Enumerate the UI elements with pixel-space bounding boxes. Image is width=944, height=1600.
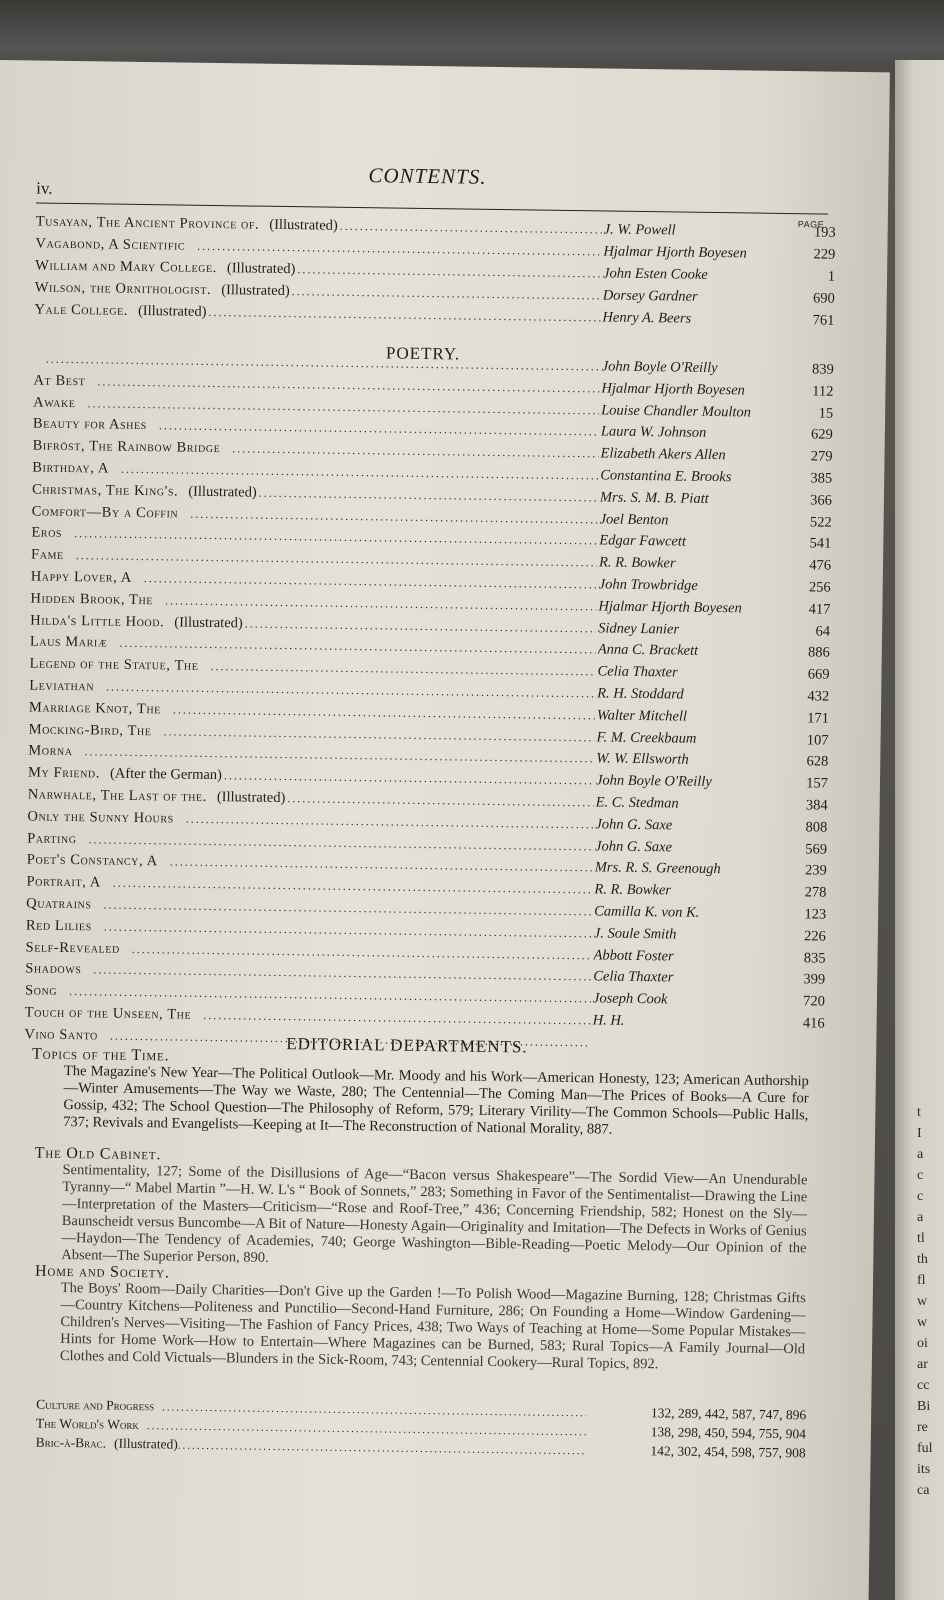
entry-author: Edgar Fawcett	[599, 532, 687, 551]
entry-page: 171	[807, 710, 829, 727]
entry-title: Hilda's Little Hood.	[30, 612, 165, 630]
entry-author: H. H.	[592, 1012, 625, 1029]
facing-page-fragment: Bi	[917, 1399, 931, 1414]
entry-author: Anna C. Brackett	[597, 641, 699, 660]
contents-page	[0, 60, 890, 1600]
entry-page: 278	[804, 884, 827, 901]
entry-note: (Illustrated)	[226, 260, 296, 278]
entry-author: Hjalmar Hjorth Boyesen	[598, 598, 742, 617]
entry-title: Culture and Progress	[36, 1396, 155, 1414]
entry-title: William and Mary College.	[35, 257, 218, 277]
entry-author	[592, 1046, 794, 1049]
entry-page: 107	[806, 731, 829, 749]
entry-title: Hidden Brook, The	[30, 590, 154, 608]
entry-page: 366	[810, 492, 833, 509]
entry-title: The World's Work	[35, 1415, 140, 1433]
entry-page: 886	[807, 644, 830, 662]
entry-title: Awake	[33, 394, 76, 411]
editorial-section-title: The Old Cabinet.	[34, 1144, 162, 1164]
entry-author: J. W. Powell	[603, 221, 676, 239]
entry-author: Walter Mitchell	[596, 707, 688, 725]
entry-title: Quatrains	[26, 895, 92, 913]
entry-page: 628	[806, 753, 829, 771]
editorial-section-text: The Magazine's New Year—The Political Outlook—Mr. Moody and his Work—American Honesty, 123; American Authorship—Winter Amusements—The Way we Waste, 280; The Centennial—The Coming Man—The Prices of Books—A Cure for Gossip, 432; The School Question—The Philosophy of Reform, 579; Literary Virility—The Common Schools—Public Halls, 737; Revivals and Evangelists—Keeping at It—The Reconstruction of National Morality, 887.	[63, 1062, 809, 1138]
editorial-section-title: Home and Society.	[34, 1262, 170, 1282]
facing-page-fragment: w	[917, 1294, 928, 1309]
entry-title: Vino Santo	[24, 1026, 99, 1044]
entry-title: Narwhale, The Last of the.	[27, 786, 207, 805]
entry-author: Hjalmar Hjorth Boyesen	[603, 243, 747, 262]
entry-page: 226	[803, 928, 826, 945]
entry-pages: 138, 298, 450, 594, 755, 904	[650, 1424, 807, 1442]
entry-title: Portrait, A	[26, 873, 101, 891]
entry-author: R. H. Stoddard	[597, 685, 684, 703]
page-number: iv.	[36, 178, 53, 198]
entry-title: Touch of the Unseen, The	[24, 1004, 192, 1023]
entry-author: John Trowbridge	[598, 576, 698, 594]
entry-page: 416	[802, 1015, 825, 1032]
entry-title: Vagabond, A Scientific	[35, 235, 186, 254]
entry-author: Camilla K. von K.	[594, 903, 700, 921]
entry-title: Morna	[28, 742, 73, 760]
facing-page-fragment: ful	[917, 1441, 933, 1456]
entry-page: 15	[818, 405, 834, 422]
entry-author: R. R. Bowker	[594, 881, 672, 899]
entry-title: Eros	[31, 524, 63, 542]
entry-page: 541	[809, 535, 832, 553]
entry-title: Comfort—By a Coffin	[31, 503, 179, 522]
entry-author: John G. Saxe	[595, 816, 673, 834]
entry-page: 112	[812, 383, 834, 400]
facing-page-fragment: a	[917, 1147, 924, 1162]
entry-title: Christmas, The King's.	[31, 481, 179, 500]
entry-title: Self-Revealed	[25, 939, 120, 957]
entry-author: Henry A. Beers	[602, 309, 692, 327]
entry-page: 399	[803, 971, 826, 989]
entry-title: Yale College.	[34, 301, 129, 319]
editorial-heading: EDITORIAL DEPARTMENTS.	[286, 1034, 528, 1057]
entry-note: (After the German)	[109, 765, 223, 784]
entry-note: (Illustrated)	[269, 216, 338, 234]
entry-title: Mocking-Bird, The	[28, 721, 152, 739]
facing-page-fragment: ca	[917, 1483, 930, 1498]
entry-page: 193	[813, 224, 836, 241]
leader-dots	[178, 1440, 586, 1458]
entry-author: Dorsey Gardner	[602, 287, 698, 305]
editorial-section-title: Topics of the Time.	[32, 1045, 170, 1065]
entry-page: 256	[808, 579, 831, 596]
entry-author: Mrs. S. M. B. Piatt	[599, 489, 709, 507]
leader-dots	[147, 1420, 586, 1438]
entry-page: 157	[806, 775, 829, 792]
entry-page: 1	[827, 268, 836, 285]
entry-title: Wilson, the Ornithologist.	[34, 279, 212, 298]
entry-page: 279	[810, 448, 833, 465]
entry-note: (Illustrated)	[174, 614, 243, 632]
entry-note: (Illustrated)	[221, 282, 290, 300]
facing-page-fragment: c	[917, 1189, 924, 1204]
entry-title: Only the Sunny Hours	[27, 808, 174, 827]
entry-author: John Boyle O'Reilly	[595, 772, 712, 791]
facing-page-fragment: w	[917, 1315, 928, 1330]
entry-title: Leviathan	[29, 677, 95, 695]
entry-pages: 142, 302, 454, 598, 757, 908	[650, 1443, 806, 1461]
facing-page-fragment: its	[917, 1462, 931, 1477]
entry-pages: 132, 289, 442, 587, 747, 896	[650, 1405, 807, 1423]
entry-title: Bric-à-Brac.	[35, 1434, 107, 1451]
entry-title: Legend of the Statue, The	[29, 655, 199, 675]
entry-page: 229	[813, 246, 836, 263]
entry-title: Birthday, A	[32, 459, 110, 477]
entry-author: Joel Benton	[599, 511, 669, 528]
entry-author: Laura W. Johnson	[600, 423, 707, 442]
facing-page-fragment: re	[917, 1420, 928, 1435]
entry-title: Fame	[30, 546, 64, 564]
entry-page: 835	[803, 949, 826, 967]
entry-page: 385	[810, 470, 833, 487]
entry-author: F. M. Creekbaum	[596, 728, 697, 747]
facing-page-fragment: fl	[917, 1273, 926, 1288]
entry-title: Happy Lover, A	[30, 568, 132, 586]
entry-author: John G. Saxe	[594, 837, 673, 856]
facing-page-fragment: ar	[917, 1357, 928, 1372]
entry-page: 808	[805, 819, 828, 836]
entry-title: Shadows	[25, 960, 82, 978]
entry-author: Mrs. R. S. Greenough	[594, 859, 721, 878]
entry-title: Poet's Constancy, A	[26, 851, 158, 870]
entry-page: 239	[804, 862, 827, 880]
entry-page: 629	[810, 426, 833, 444]
facing-page-fragment: t	[917, 1105, 921, 1120]
entry-title: Bifröst, The Rainbow Bridge	[32, 437, 221, 457]
editorial-section-text: Sentimentality, 127; Some of the Disillusions of Age—“Bacon versus Shakespeare”—The Sordid View—An Unendurable Tyranny—“ Mabel Martin ”—H. W. L's “ Book of Sonnets,” 283; Something in Favor of the Sentimentalist—Drawing the Line—Interpretation of the Masters—Criticism—“Rose and Roof-Tree,” 436; Concerning Friendship, 582; Honest on the Sly—Baunscheidt versus Buncombe—A Bit of Nature—Honesty Again—Originality and Imitation—The Defects in Works of Genius—Haydon—The Tendency of Academies, 740; George Washington—Bible-Reading—Poetic Melody—Our Opinion of the Absent—The Superior Person, 890.	[61, 1161, 808, 1266]
facing-page-fragment: oi	[917, 1336, 928, 1351]
poetry-heading: POETRY.	[385, 343, 461, 364]
entry-page: 123	[804, 906, 827, 923]
entry-author: Louise Chandler Moulton	[601, 402, 752, 421]
entry-page: 839	[811, 361, 834, 378]
entry-author: Celia Thaxter	[597, 663, 678, 681]
entry-page: 417	[808, 601, 831, 618]
entry-note: (Illustrated)	[113, 1435, 178, 1452]
entry-author: John Boyle O'Reilly	[601, 358, 718, 377]
facing-page-fragment: c	[917, 1168, 924, 1183]
entry-title: Red Lilies	[25, 917, 92, 935]
entry-title: At Best	[33, 372, 86, 390]
entry-page: 690	[812, 290, 835, 307]
entry-page: 476	[809, 557, 832, 574]
facing-page-fragment: a	[917, 1210, 924, 1225]
entry-page: 64	[815, 623, 831, 640]
facing-page-fragment: th	[917, 1252, 928, 1267]
entry-author: J. Soule Smith	[593, 925, 677, 943]
entry-author: Sidney Lanier	[598, 620, 680, 638]
entry-page: 569	[805, 840, 828, 858]
entry-title: Marriage Knot, The	[28, 699, 162, 718]
entry-note: (Illustrated)	[216, 789, 286, 807]
entry-author: R. R. Bowker	[598, 554, 676, 572]
page-column-label: PAGE.	[797, 219, 828, 230]
entry-title: Laus Mariæ	[29, 633, 108, 651]
entry-note: (Illustrated)	[188, 483, 257, 501]
entry-author: E. C. Stedman	[595, 794, 679, 812]
entry-title: Beauty for Ashes	[32, 415, 148, 434]
background-shadow	[0, 0, 944, 70]
entry-title: Song	[24, 982, 58, 1000]
entry-page: 384	[805, 797, 828, 814]
editorial-section-text: The Boys' Room—Daily Charities—Don't Give up the Garden !—To Polish Wood—Magazine Burning, 128; Christmas Gifts—Country Kitchens—Politeness and Punctilio—Second-Hand Furniture, 286; On Founding a Home—Window Gardening—Children's Nerves—Visiting—The Fashion of Fancy Prices, 438; Two Ways of Teaching at Home—Some Popular Mistakes—Hints for Home Work—How to Entertain—Where Magazines can be Burned, 583; Rural Topics—A Family Journal—Old Clothes and Cold Victuals—Blunders in the Sick-Room, 743; Centennial Cookery—Rural Topics, 892.	[59, 1279, 806, 1373]
entry-page: 522	[809, 513, 832, 531]
facing-page	[895, 60, 944, 1600]
entry-page: 761	[812, 312, 835, 329]
entry-page: 720	[803, 993, 826, 1010]
entry-title: Parting	[27, 830, 77, 847]
running-title: CONTENTS.	[368, 163, 487, 189]
facing-page-fragment: cc	[917, 1378, 930, 1393]
entry-author: Joseph Cook	[592, 990, 668, 1008]
entry-page: 669	[807, 666, 830, 683]
entry-note: (Illustrated)	[137, 302, 207, 320]
entry-author: W. W. Ellsworth	[596, 750, 689, 769]
entry-author: Celia Thaxter	[593, 968, 674, 986]
entry-author: Abbott Foster	[593, 946, 674, 965]
facing-page-fragment: tl	[917, 1231, 925, 1246]
leader-dots	[208, 301, 600, 328]
entry-author: Elizabeth Akers Allen	[600, 445, 726, 464]
entry-title: My Friend.	[27, 764, 101, 782]
entry-page: 432	[807, 688, 830, 705]
entry-author: Constantina E. Brooks	[600, 467, 732, 486]
facing-page-fragment: I	[917, 1126, 922, 1141]
leader-dots	[162, 1401, 586, 1419]
entry-author: Hjalmar Hjorth Boyesen	[601, 380, 745, 399]
entry-author: John Esten Cooke	[602, 265, 708, 283]
entry-title: Tusayan, The Ancient Province of.	[35, 213, 260, 233]
